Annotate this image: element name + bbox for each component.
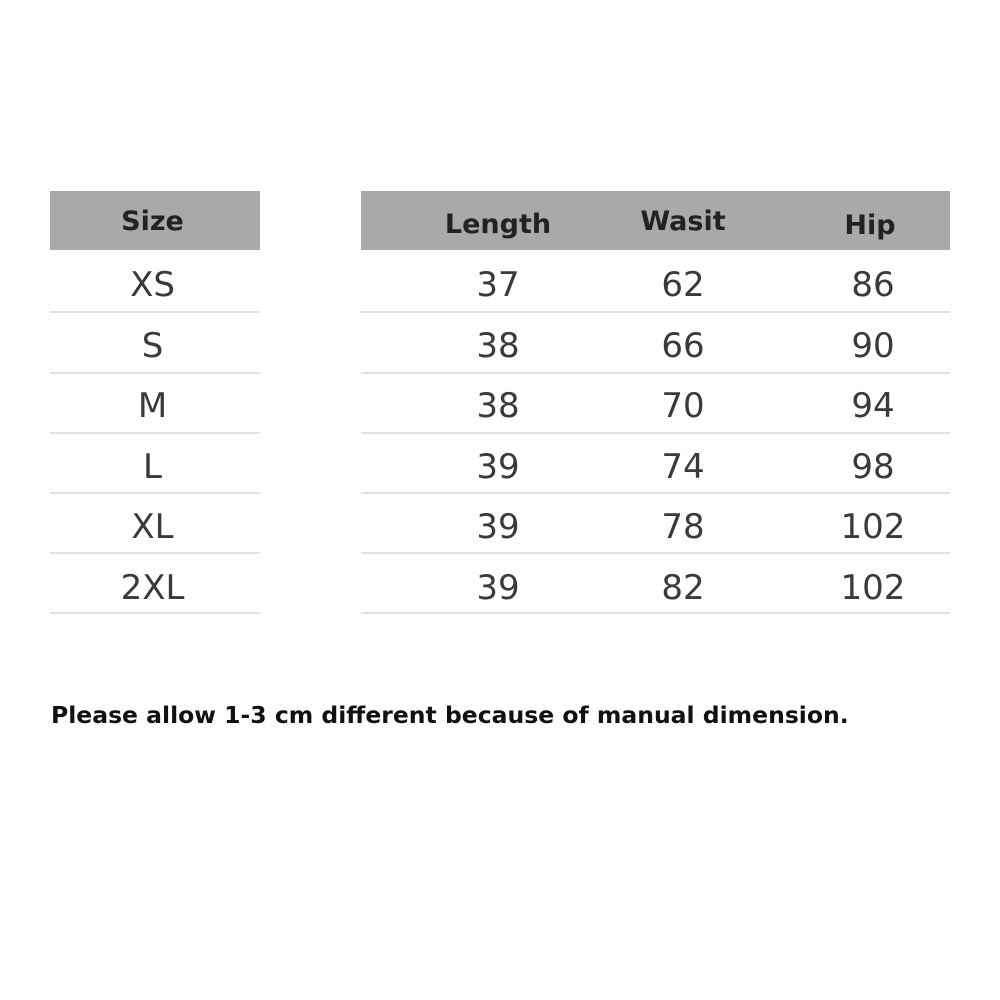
header-size: Size bbox=[121, 206, 184, 237]
cell-length: 38 bbox=[476, 386, 520, 426]
cell-length: 39 bbox=[476, 568, 520, 608]
row-divider bbox=[361, 492, 950, 494]
cell-length: 38 bbox=[476, 326, 520, 366]
header-hip: Hip bbox=[844, 210, 896, 241]
cell-hip: 86 bbox=[851, 265, 895, 305]
cell-size: S bbox=[141, 326, 164, 366]
cell-length: 39 bbox=[476, 507, 520, 547]
row-divider bbox=[50, 552, 260, 554]
row-divider bbox=[361, 612, 950, 614]
cell-waist: 82 bbox=[661, 568, 705, 608]
header-length: Length bbox=[444, 209, 552, 240]
cell-size: M bbox=[137, 386, 168, 426]
row-divider bbox=[361, 552, 950, 554]
cell-hip: 102 bbox=[840, 507, 906, 547]
cell-size: XL bbox=[131, 507, 174, 547]
cell-hip: 102 bbox=[840, 568, 906, 608]
cell-size: L bbox=[143, 447, 162, 487]
cell-size: 2XL bbox=[120, 568, 185, 608]
cell-hip: 90 bbox=[851, 326, 895, 366]
row-divider bbox=[50, 432, 260, 434]
header-waist: Wasit bbox=[640, 206, 726, 237]
cell-hip: 94 bbox=[851, 386, 895, 426]
row-divider bbox=[50, 311, 260, 313]
cell-length: 37 bbox=[476, 265, 520, 305]
cell-waist: 78 bbox=[661, 507, 705, 547]
row-divider bbox=[361, 311, 950, 313]
cell-waist: 70 bbox=[661, 386, 705, 426]
measurement-note: Please allow 1-3 cm different because of manual dimension. bbox=[51, 701, 849, 729]
cell-waist: 66 bbox=[661, 326, 705, 366]
cell-length: 39 bbox=[476, 447, 520, 487]
row-divider bbox=[361, 432, 950, 434]
cell-hip: 98 bbox=[851, 447, 895, 487]
cell-waist: 74 bbox=[661, 447, 705, 487]
row-divider bbox=[50, 492, 260, 494]
cell-size: XS bbox=[130, 265, 175, 305]
cell-waist: 62 bbox=[661, 265, 705, 305]
row-divider bbox=[50, 612, 260, 614]
